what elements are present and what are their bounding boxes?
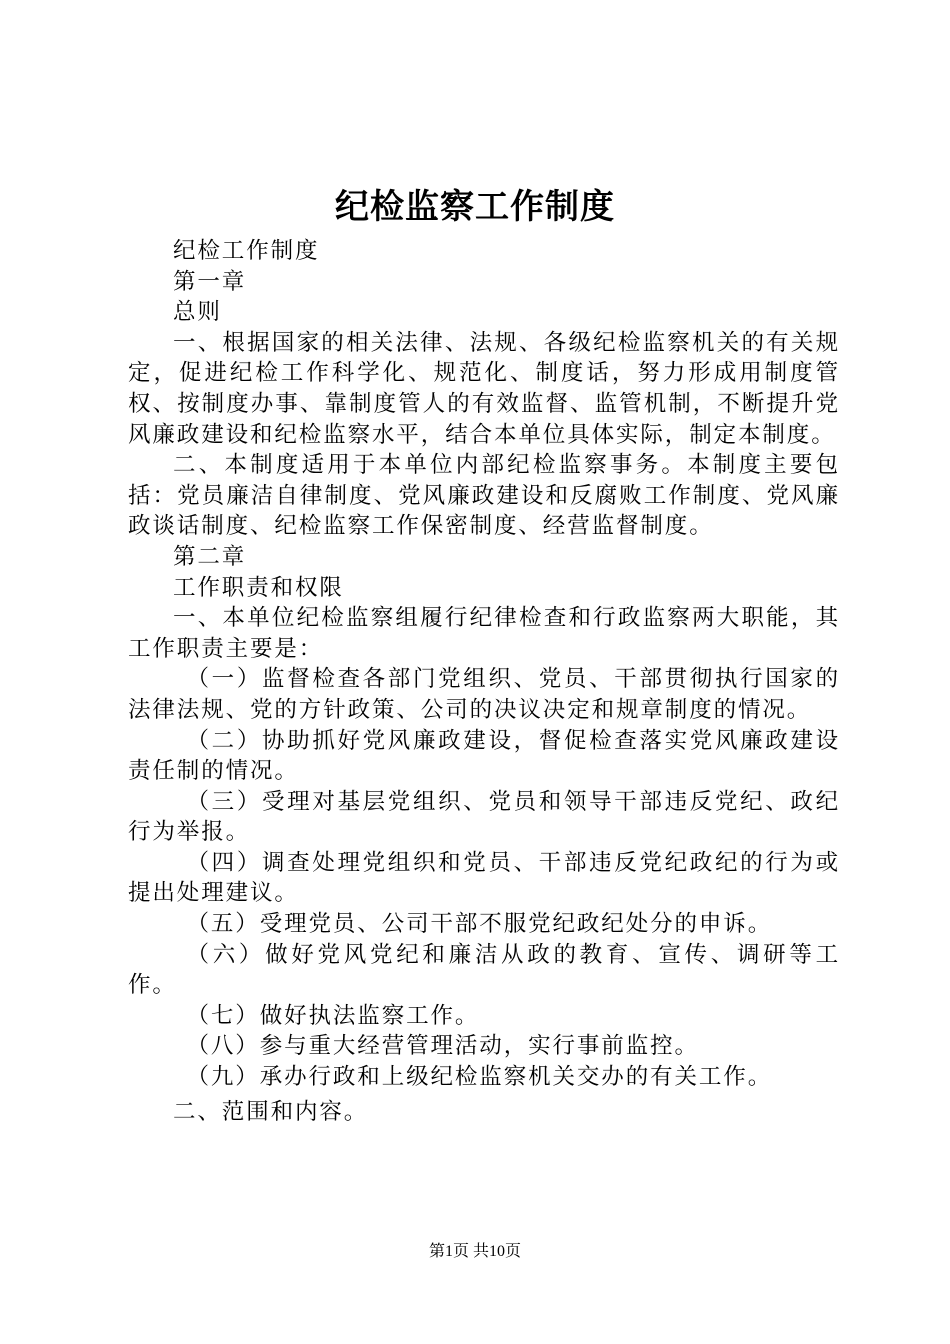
- paragraph: 二、范围和内容。: [173, 1098, 369, 1125]
- list-item: （三）受理对基层党组织、党员和领导干部违反党纪、政纪行为举报。: [128, 788, 840, 846]
- list-item: （七）做好执法监察工作。: [186, 1002, 480, 1029]
- chapter-heading: 第一章: [173, 268, 247, 295]
- paragraph: 一、根据国家的相关法律、法规、各级纪检监察机关的有关规定，促进纪检工作科学化、规范化、制度话，努力形成用制度管权、按制度办事、靠制度管人的有效监督、监管机制，不断提升党风廉政建设和纪检监察水平，结合本单位具体实际，制定本制度。: [128, 329, 840, 448]
- paragraph: 二、本制度适用于本单位内部纪检监察事务。本制度主要包括：党员廉洁自律制度、党风廉政建设和反腐败工作制度、党风廉政谈话制度、纪检监察工作保密制度、经营监督制度。: [128, 452, 840, 540]
- section-heading: 纪检工作制度: [173, 238, 320, 264]
- list-item: （六）做好党风党纪和廉洁从政的教育、宣传、调研等工作。: [128, 941, 840, 999]
- list-item: （二）协助抓好党风廉政建设，督促检查落实党风廉政建设责任制的情况。: [128, 727, 840, 785]
- list-item: （一）监督检查各部门党组织、党员、干部贯彻执行国家的法律法规、党的方针政策、公司的决议决定和规章制度的情况。: [128, 666, 840, 723]
- chapter-heading: 第二章: [173, 543, 247, 570]
- paragraph: 一、本单位纪检监察组履行纪律检查和行政监察两大职能，其工作职责主要是：: [128, 605, 840, 662]
- list-item: （九）承办行政和上级纪检监察机关交办的有关工作。: [186, 1064, 773, 1091]
- page-number-footer: 第1页 共10页: [428, 1243, 521, 1260]
- chapter-title: 总则: [173, 299, 222, 326]
- list-item: （四）调查处理党组织和党员、干部违反党纪政纪的行为或提出处理建议。: [128, 849, 840, 907]
- chapter-title: 工作职责和权限: [173, 574, 344, 601]
- document-body: [128, 236, 840, 1127]
- list-item: （八）参与重大经营管理活动，实行事前监控。: [186, 1033, 699, 1060]
- list-item: （五）受理党员、公司干部不服党纪政纪处分的申诉。: [186, 911, 773, 938]
- document-title: 纪检监察工作制度: [335, 187, 615, 227]
